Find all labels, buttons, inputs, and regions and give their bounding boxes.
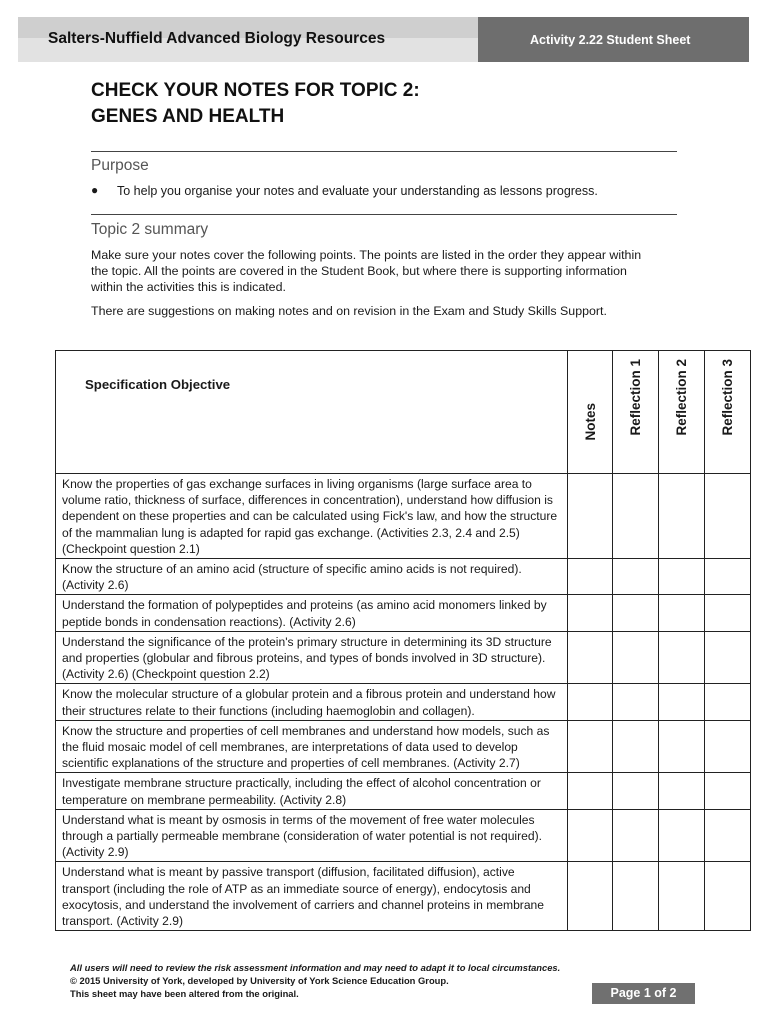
header-banner	[18, 17, 478, 62]
summary-paragraph-2: There are suggestions on making notes and on revision in the Exam and Study Skills Support.	[91, 304, 607, 318]
risk-note: All users will need to review the risk assessment information and may need to adapt it to local circumstances.	[70, 962, 561, 973]
reflection-1-cell[interactable]	[613, 474, 659, 559]
reflection-2-cell[interactable]	[659, 773, 705, 809]
altered-note: This sheet may have been altered from the original.	[70, 988, 299, 999]
objective-cell: Understand what is meant by osmosis in terms of the movement of free water molecules through a partially permeable membrane (consideration of water potential is not required). (Activity 2.9)	[56, 809, 568, 862]
reflection-2-cell[interactable]	[659, 474, 705, 559]
copyright-note: © 2015 University of York, developed by University of York Science Education Group.	[70, 975, 449, 986]
table-row	[56, 773, 751, 809]
table-row	[56, 474, 751, 559]
reflection-2-cell[interactable]	[659, 809, 705, 862]
page-title-line-1: CHECK YOUR NOTES FOR TOPIC 2:	[91, 80, 420, 101]
footer-notes	[70, 961, 560, 1000]
notes-cell[interactable]	[568, 720, 613, 773]
objective-cell: Investigate membrane structure practically, including the effect of alcohol concentration or temperature on membrane permeability. (Activity 2.8)	[56, 773, 568, 809]
objective-cell: Understand the formation of polypeptides and proteins (as amino acid monomers linked by peptide bonds in condensation reactions). (Activity 2.6)	[56, 595, 568, 631]
table-row	[56, 684, 751, 720]
divider	[91, 151, 677, 152]
specification-table	[55, 350, 751, 931]
reflection-2-cell[interactable]	[659, 684, 705, 720]
header-reflection-2: Reflection 2	[659, 351, 705, 474]
table-row	[56, 809, 751, 862]
reflection-2-cell[interactable]	[659, 559, 705, 595]
reflection-3-cell[interactable]	[705, 631, 751, 684]
reflection-1-cell[interactable]	[613, 773, 659, 809]
reflection-1-cell[interactable]	[613, 559, 659, 595]
objective-cell: Know the structure of an amino acid (structure of specific amino acids is not required). (Activity 2.6)	[56, 559, 568, 595]
reflection-2-cell[interactable]	[659, 862, 705, 931]
reflection-3-cell[interactable]	[705, 595, 751, 631]
reflection-3-cell[interactable]	[705, 809, 751, 862]
notes-cell[interactable]	[568, 684, 613, 720]
reflection-1-cell[interactable]	[613, 720, 659, 773]
reflection-1-cell[interactable]	[613, 862, 659, 931]
purpose-bullet-text: To help you organise your notes and evaluate your understanding as lessons progress.	[117, 184, 598, 198]
reflection-3-cell[interactable]	[705, 862, 751, 931]
notes-cell[interactable]	[568, 559, 613, 595]
header-specification-objective: Specification Objective	[56, 351, 568, 474]
divider	[91, 214, 677, 215]
reflection-2-cell[interactable]	[659, 631, 705, 684]
page-number: Page 1 of 2	[592, 983, 695, 1004]
purpose-heading: Purpose	[91, 157, 149, 174]
table-row	[56, 559, 751, 595]
table-row	[56, 595, 751, 631]
table-row	[56, 862, 751, 931]
header-notes: Notes	[568, 351, 613, 474]
reflection-1-cell[interactable]	[613, 684, 659, 720]
notes-cell[interactable]	[568, 631, 613, 684]
header-reflection-1: Reflection 1	[613, 351, 659, 474]
reflection-2-cell[interactable]	[659, 595, 705, 631]
table-header-row	[56, 351, 751, 474]
summary-paragraph-1: Make sure your notes cover the following points. The points are listed in the order they appear within the topic. All the points are covered in the Student Book, but where there is supporting information within the activities this is indicated.	[91, 248, 642, 294]
notes-cell[interactable]	[568, 474, 613, 559]
sheet-label-box	[478, 17, 749, 62]
publisher-title: Salters-Nuffield Advanced Biology Resources	[48, 30, 386, 47]
table-row	[56, 631, 751, 684]
reflection-1-cell[interactable]	[613, 595, 659, 631]
notes-cell[interactable]	[568, 773, 613, 809]
notes-cell[interactable]	[568, 862, 613, 931]
bullet-icon: ●	[91, 183, 99, 197]
reflection-1-cell[interactable]	[613, 631, 659, 684]
page-title-line-2: GENES AND HEALTH	[91, 106, 285, 127]
summary-heading: Topic 2 summary	[91, 221, 209, 238]
notes-cell[interactable]	[568, 595, 613, 631]
reflection-1-cell[interactable]	[613, 809, 659, 862]
sheet-label: Activity 2.22 Student Sheet	[530, 33, 691, 47]
objective-cell: Know the molecular structure of a globular protein and a fibrous protein and understand how their structures relate to their functions (including haemoglobin and collagen).	[56, 684, 568, 720]
reflection-3-cell[interactable]	[705, 474, 751, 559]
reflection-3-cell[interactable]	[705, 773, 751, 809]
table-row	[56, 720, 751, 773]
reflection-3-cell[interactable]	[705, 720, 751, 773]
header-reflection-3: Reflection 3	[705, 351, 751, 474]
page-title	[91, 78, 691, 130]
reflection-2-cell[interactable]	[659, 720, 705, 773]
objective-cell: Understand the significance of the protein's primary structure in determining its 3D structure and properties (globular and fibrous proteins, and types of bonds involved in 3D structure). (Activity 2.6) (Checkpoint question 2.2)	[56, 631, 568, 684]
objective-cell: Know the properties of gas exchange surfaces in living organisms (large surface area to volume ratio, thickness of surface, differences in concentration), understand how diffusion is dependent on these properties and can be calculated using Fick's law, and how the structure of the mammalian lung is adapted for rapid gas exchange. (Activities 2.3, 2.4 and 2.5) (Checkpoint question 2.1)	[56, 474, 568, 559]
reflection-3-cell[interactable]	[705, 684, 751, 720]
objective-cell: Know the structure and properties of cell membranes and understand how models, such as the fluid mosaic model of cell membranes, are interpretations of data used to develop scientific explanations of the structure and properties of cell membranes. (Activity 2.7)	[56, 720, 568, 773]
notes-cell[interactable]	[568, 809, 613, 862]
reflection-3-cell[interactable]	[705, 559, 751, 595]
objective-cell: Understand what is meant by passive transport (diffusion, facilitated diffusion), active transport (including the role of ATP as an immediate source of energy), endocytosis and exocytosis, and understand the involvement of carriers and channel proteins in membrane transport. (Activity 2.9)	[56, 862, 568, 931]
